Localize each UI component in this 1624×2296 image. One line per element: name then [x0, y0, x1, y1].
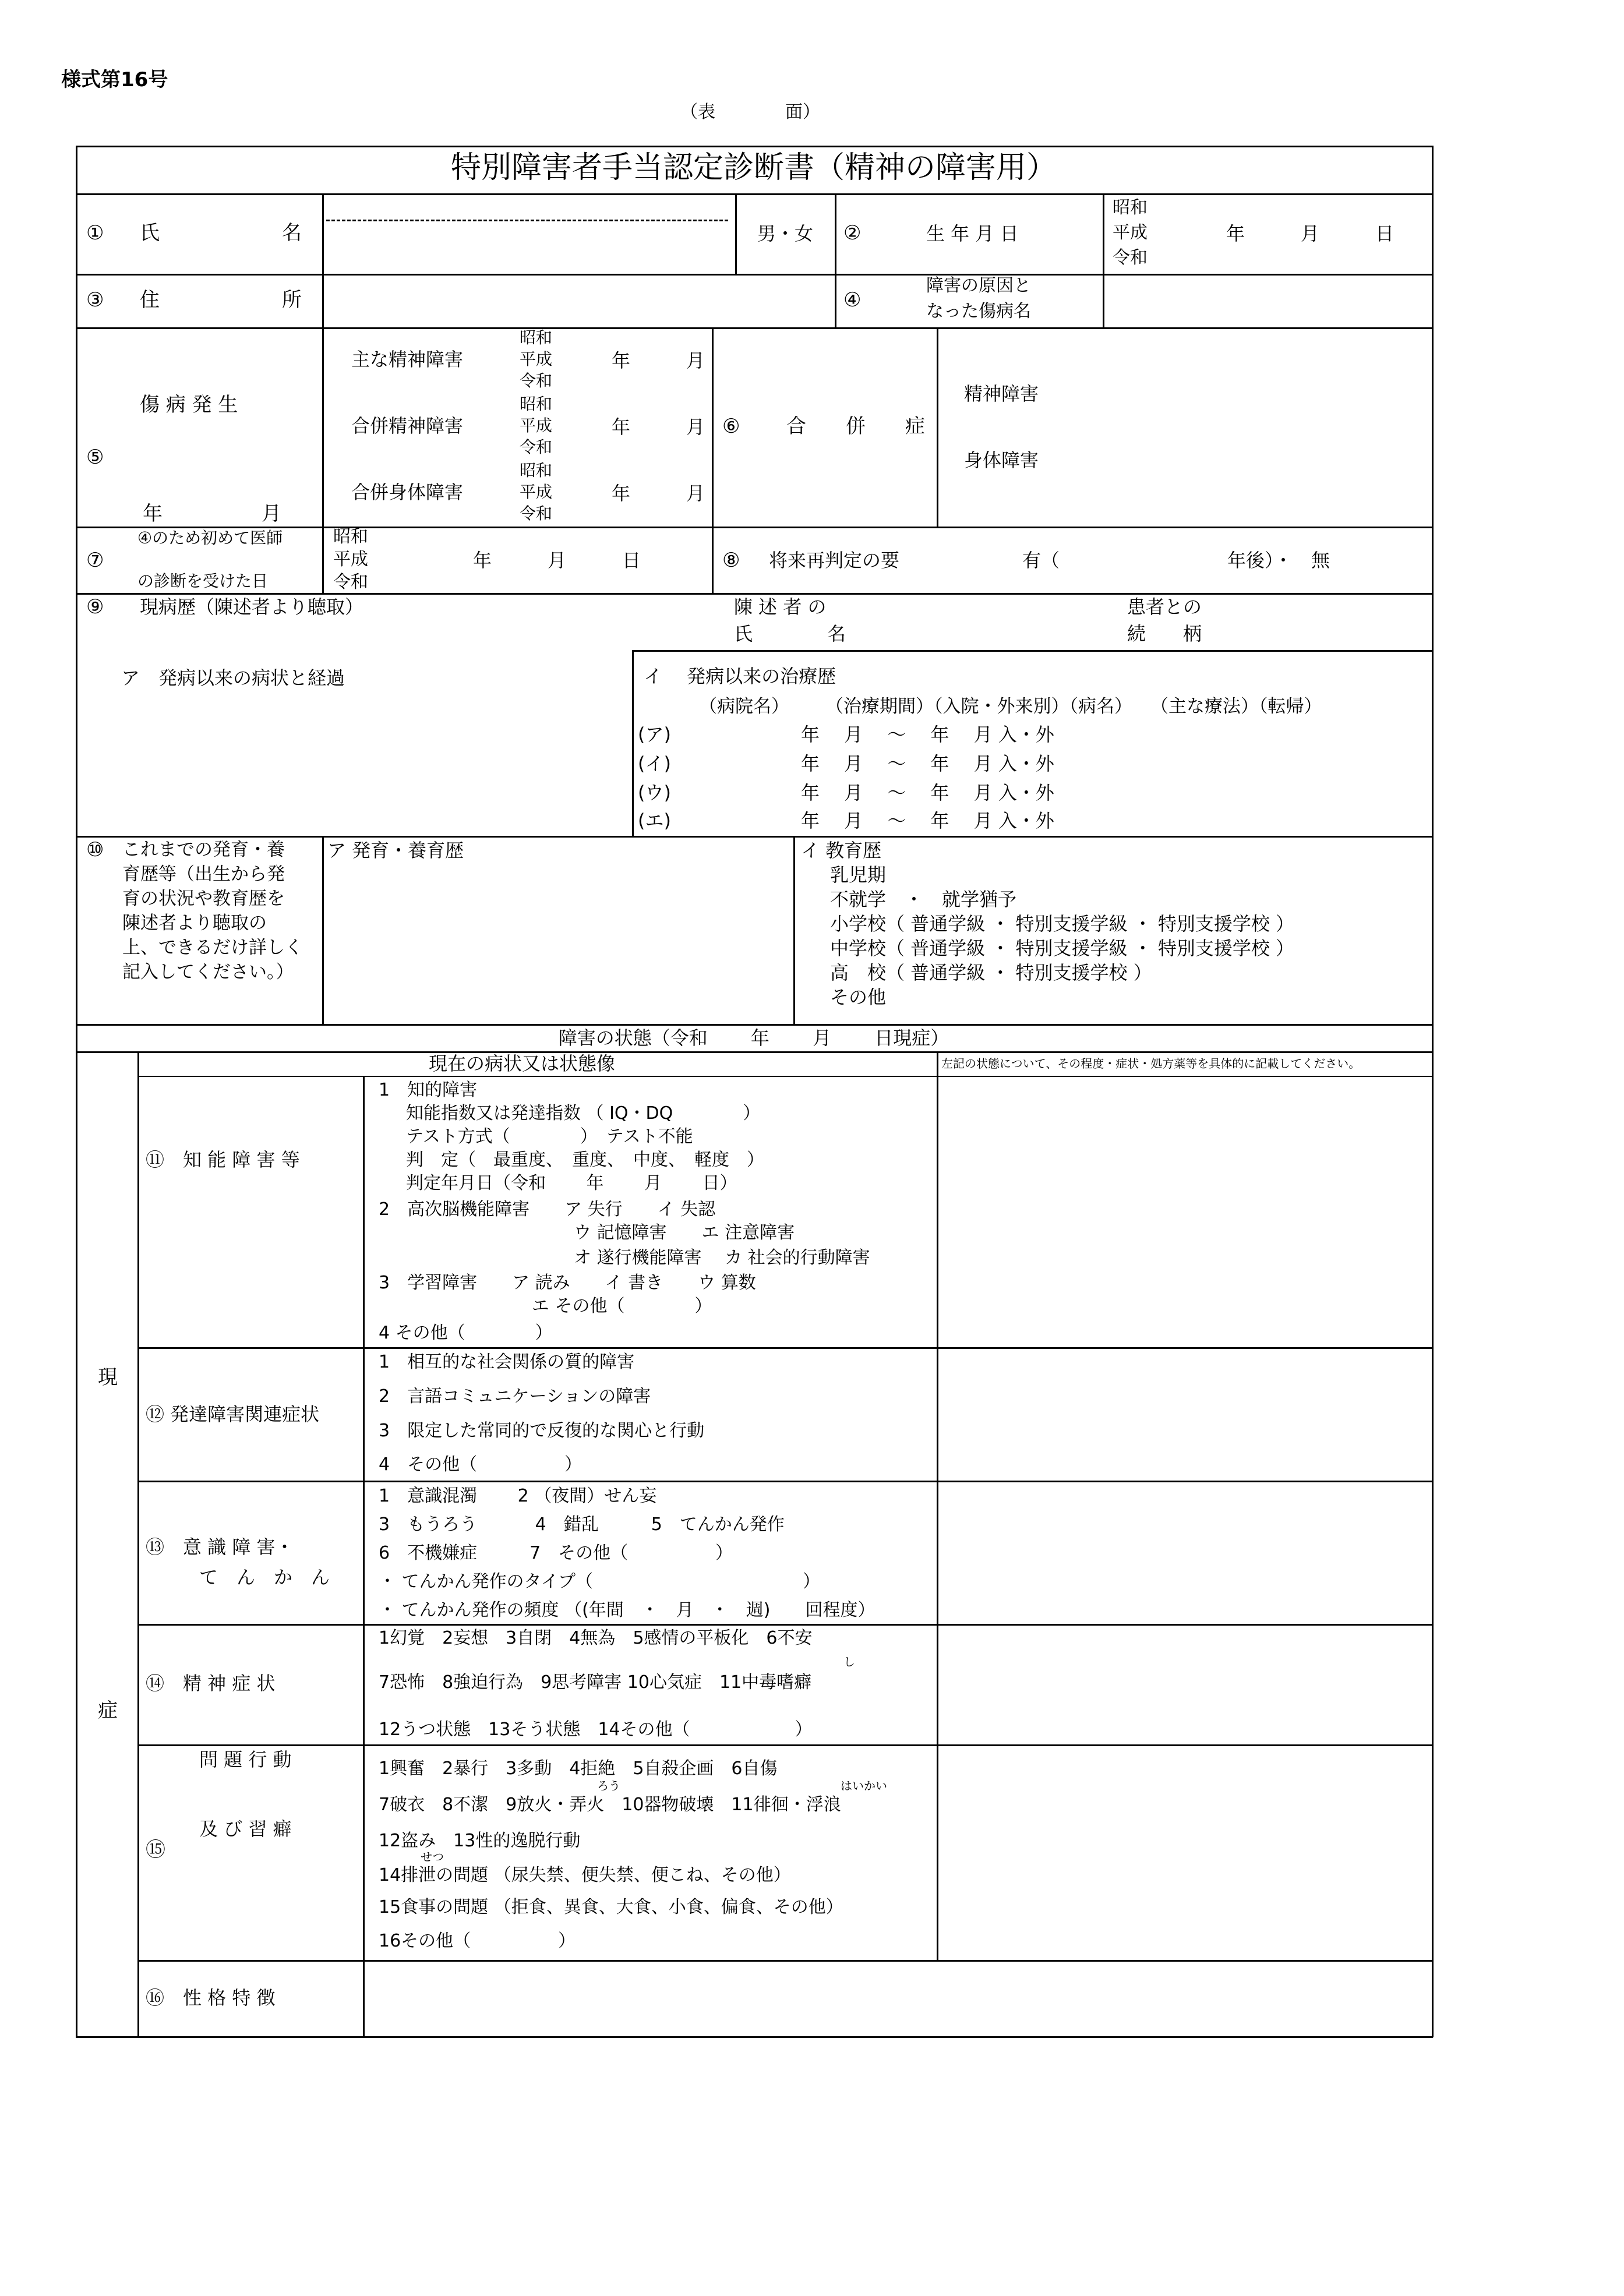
- address-label-b: 所: [282, 288, 302, 312]
- treatment-header: （病院名） （治療期間）（入院・外来別）（病名） （主な療法）（転帰）: [699, 696, 1322, 717]
- s11-line[interactable]: オ 遂行機能障害 カ 社会的行動障害: [574, 1248, 870, 1268]
- era-reiwa: 令和: [1113, 248, 1148, 268]
- course-label: ア 発病以来の病状と経過: [121, 667, 345, 689]
- upbringing-desc-5: 上、できるだけ詳しく: [122, 937, 303, 958]
- num-5: ⑤: [86, 446, 104, 469]
- relation-label-1: 患者との: [1127, 596, 1202, 618]
- relation-label-2: 続 柄: [1127, 623, 1202, 645]
- era-heisei: 平成: [520, 482, 553, 501]
- s13-line[interactable]: 3 もうろう 4 錯乱 5 てんかん発作: [379, 1514, 785, 1535]
- s11-line[interactable]: ウ 記憶障害 エ 注意障害: [574, 1223, 795, 1243]
- s12-label: ⑫ 発達障害関連症状: [146, 1403, 320, 1425]
- onset-ym[interactable]: 年 月: [143, 502, 281, 525]
- comb-physical-ym[interactable]: 年 月: [612, 482, 705, 504]
- era-heisei: 平成: [333, 549, 368, 570]
- first-diag-date[interactable]: 年 月 日: [473, 549, 641, 571]
- rejudge-choice[interactable]: 有（ 年後）・ 無: [1022, 549, 1330, 571]
- upbringing-desc-4: 陳述者より聴取の: [122, 913, 267, 934]
- cause-field[interactable]: [1107, 277, 1428, 324]
- s15-ruby-1: ろう: [597, 1779, 620, 1793]
- era-reiwa: 令和: [520, 437, 553, 457]
- era-showa: 昭和: [520, 328, 553, 347]
- treatment-period: 年 月 ～ 年 月 入・外: [801, 782, 1054, 804]
- upbringing-desc-6: 記入してください。）: [122, 962, 294, 983]
- era-reiwa: 令和: [333, 572, 368, 592]
- form-number: 様式第16号: [61, 68, 168, 91]
- era-heisei: 平成: [1113, 222, 1148, 243]
- s12-line[interactable]: 2 言語コミュニケーションの障害: [379, 1386, 651, 1407]
- name-label-a: 氏: [140, 221, 160, 245]
- stater-label-2: 氏 名: [734, 623, 846, 645]
- address-field[interactable]: [326, 277, 832, 324]
- era-showa: 昭和: [333, 527, 368, 547]
- comb-mental-label: 合併精神障害: [351, 415, 464, 437]
- edu-high[interactable]: 高 校（ 普通学級 ・ 特別支援学校 ）: [830, 962, 1152, 984]
- treatment-mark: (エ): [638, 810, 671, 832]
- treatment-mark: (ア): [638, 723, 671, 746]
- s12-line[interactable]: 3 限定した常同的で反復的な関心と行動: [379, 1421, 705, 1441]
- s11-line[interactable]: 1 知的障害: [379, 1080, 478, 1100]
- course-field[interactable]: [82, 693, 626, 833]
- s15-label-1: 問 題 行 動: [199, 1749, 292, 1771]
- era-heisei: 平成: [520, 349, 553, 369]
- first-diag-label-2: の診断を受けた日: [137, 571, 269, 591]
- treatment-mark: (イ): [638, 753, 671, 775]
- num-3: ③: [86, 288, 104, 312]
- s14-detail-field[interactable]: [940, 1627, 1429, 1742]
- development-label: ア 発育・養育歴: [327, 839, 464, 861]
- edu-other[interactable]: その他: [830, 986, 887, 1008]
- history-label: 現病歴（陳述者より聴取）: [140, 596, 364, 618]
- s12-line[interactable]: 4 その他（ ）: [379, 1454, 582, 1475]
- education-label: イ 教育歴: [801, 839, 882, 861]
- s15-line[interactable]: 16その他（ ）: [379, 1931, 576, 1951]
- num-2: ②: [843, 221, 862, 245]
- state-note: 左記の状態について、その程度・症状・処方薬等を具体的に記載してください。: [941, 1057, 1361, 1071]
- s11-label: ⑪ 知 能 障 害 等: [146, 1149, 300, 1171]
- s12-detail-field[interactable]: [940, 1350, 1429, 1478]
- edu-nonschool[interactable]: 不就学 ・ 就学猶予: [830, 888, 1017, 910]
- s11-line[interactable]: 判 定（ 最重度、 重度、 中度、 軽度 ）: [406, 1150, 764, 1170]
- s11-detail-field[interactable]: [940, 1079, 1429, 1344]
- comb-mental-ym[interactable]: 年 月: [612, 416, 705, 438]
- treatment-mark: (ウ): [638, 782, 671, 804]
- comb-physical-label: 合併身体障害: [351, 481, 464, 503]
- birthdate-label: 生 年 月 日: [926, 222, 1019, 245]
- num-7: ⑦: [86, 549, 104, 572]
- s11-line[interactable]: 知能指数又は発達指数 （ IQ・DQ ）: [406, 1103, 761, 1124]
- s13-detail-field[interactable]: [940, 1484, 1429, 1622]
- edu-elementary[interactable]: 小学校（ 普通学級 ・ 特別支援学級 ・ 特別支援学校 ）: [830, 913, 1295, 935]
- s15-detail-field[interactable]: [940, 1747, 1429, 1957]
- name-field[interactable]: [326, 224, 728, 271]
- s11-line[interactable]: 判定年月日（令和 年 月 日）: [406, 1173, 737, 1193]
- form-title: 特別障害者手当認定診断書（精神の障害用）: [450, 150, 1057, 185]
- stater-label-1: 陳 述 者 の: [734, 596, 827, 618]
- s13-label-2: て ん か ん: [199, 1566, 330, 1588]
- s11-line[interactable]: 2 高次脳機能障害 ア 失行 イ 失認: [379, 1199, 716, 1220]
- s13-line[interactable]: 1 意識混濁 2 （夜間）せん妄: [379, 1486, 657, 1506]
- side-label: （表 面）: [680, 102, 820, 122]
- s15-line[interactable]: 14排泄の問題 （尿失禁、便失禁、便こね、その他）: [379, 1865, 791, 1885]
- main-mental-ym[interactable]: 年 月: [612, 349, 705, 372]
- state-heading: 障害の状態（令和 年 月 日現症）: [558, 1027, 949, 1049]
- era-reiwa: 令和: [520, 371, 553, 390]
- s14-line[interactable]: 1幻覚 2妄想 3自閉 4無為 5感情の平板化 6不安: [379, 1628, 813, 1648]
- s13-line[interactable]: 6 不機嫌症 7 その他（ ）: [379, 1543, 733, 1563]
- s16-field[interactable]: [367, 1963, 1428, 2034]
- era-showa: 昭和: [520, 394, 553, 414]
- s13-line[interactable]: ・ てんかん発作の頻度 （(年間 ・ 月 ・ 週) 回程度）: [379, 1600, 875, 1620]
- s14-label: ⑭ 精 神 症 状: [146, 1672, 276, 1694]
- s15-line[interactable]: 7破衣 8不潔 9放火・弄火 10器物破壊 11徘徊・浮浪: [379, 1795, 841, 1815]
- s11-line[interactable]: 4 その他（ ）: [379, 1323, 553, 1343]
- upbringing-desc-1: これまでの発育・養: [122, 839, 285, 860]
- s11-line[interactable]: エ その他（ ）: [532, 1296, 712, 1316]
- num-8: ⑧: [722, 549, 740, 572]
- num-9: ⑨: [86, 595, 104, 619]
- s15-ruby-2: はいかい: [841, 1779, 887, 1793]
- num-15: ⑮: [146, 1838, 165, 1861]
- treatment-period: 年 月 ～ 年 月 入・外: [801, 723, 1054, 746]
- comp-physical-label: 身体障害: [964, 449, 1039, 471]
- name-label-b: 名: [282, 221, 302, 245]
- edu-junior-high[interactable]: 中学校（ 普通学級 ・ 特別支援学級 ・ 特別支援学校 ）: [830, 937, 1295, 959]
- current-state-label: 現在の病状又は状態像: [429, 1052, 616, 1075]
- main-mental-label: 主な精神障害: [351, 348, 464, 370]
- gen-char: 現: [98, 1366, 118, 1389]
- cause-label-2: なった傷病名: [926, 301, 1031, 322]
- development-field[interactable]: [326, 865, 789, 1021]
- treatment-label: イ 発病以来の治療歴: [644, 665, 836, 687]
- rejudge-label: 将来再判定の要: [769, 549, 900, 571]
- era-heisei: 平成: [520, 416, 553, 435]
- birthdate-value[interactable]: 年 月 日: [1226, 222, 1394, 245]
- upbringing-desc-2: 育歴等（出生から発: [122, 864, 285, 885]
- era-showa: 昭和: [1113, 197, 1148, 218]
- s14-ruby: し: [843, 1655, 855, 1669]
- s14-line[interactable]: 12うつ状態 13そう状態 14その他（ ）: [379, 1719, 813, 1740]
- first-diag-label-1: ④のため初めて医師: [137, 528, 283, 547]
- num-4: ④: [843, 288, 862, 312]
- sho-char: 症: [98, 1699, 118, 1722]
- treatment-period: 年 月 ～ 年 月 入・外: [801, 810, 1054, 832]
- num-1: ①: [86, 221, 104, 245]
- era-reiwa: 令和: [520, 504, 553, 523]
- s15-line[interactable]: 12盗み 13性的逸脱行動: [379, 1831, 581, 1851]
- address-label-a: 住: [140, 288, 160, 312]
- s15-line[interactable]: 1興奮 2暴行 3多動 4拒絶 5自殺企画 6自傷: [379, 1758, 778, 1779]
- s15-label-2: 及 び 習 癖: [199, 1818, 292, 1840]
- edu-infant[interactable]: 乳児期: [830, 864, 887, 886]
- s13-label-1: ⑬ 意 識 障 害・: [146, 1536, 294, 1558]
- s15-line[interactable]: 15食事の問題 （拒食、異食、大食、小食、偏食、その他）: [379, 1897, 843, 1917]
- s12-line[interactable]: 1 相互的な社会関係の質的障害: [379, 1352, 635, 1372]
- s11-line[interactable]: テスト方式（ ） テスト不能: [406, 1126, 693, 1147]
- treatment-period: 年 月 ～ 年 月 入・外: [801, 753, 1054, 775]
- s14-line[interactable]: 7恐怖 8強迫行為 9思考障害 10心気症 11中毒嗜癖: [379, 1672, 812, 1693]
- upbringing-desc-3: 育の状況や教育歴を: [122, 888, 285, 909]
- onset-label: 傷 病 発 生: [140, 393, 238, 416]
- num-10: ⑩: [86, 838, 104, 861]
- comp-mental-label: 精神障害: [964, 383, 1039, 405]
- s11-line[interactable]: 3 学習障害 ア 読み イ 書き ウ 算数: [379, 1273, 756, 1293]
- s16-label: ⑯ 性 格 特 徴: [146, 1987, 276, 2009]
- complication-label: 合 併 症: [786, 415, 925, 438]
- sex-select[interactable]: 男・女: [757, 222, 814, 245]
- s15-ruby-3: せつ: [421, 1850, 444, 1864]
- cause-label-1: 障害の原因と: [926, 275, 1031, 296]
- s13-line[interactable]: ・ てんかん発作のタイプ（ ）: [379, 1571, 821, 1592]
- era-showa: 昭和: [520, 461, 553, 480]
- num-6: ⑥: [722, 415, 740, 438]
